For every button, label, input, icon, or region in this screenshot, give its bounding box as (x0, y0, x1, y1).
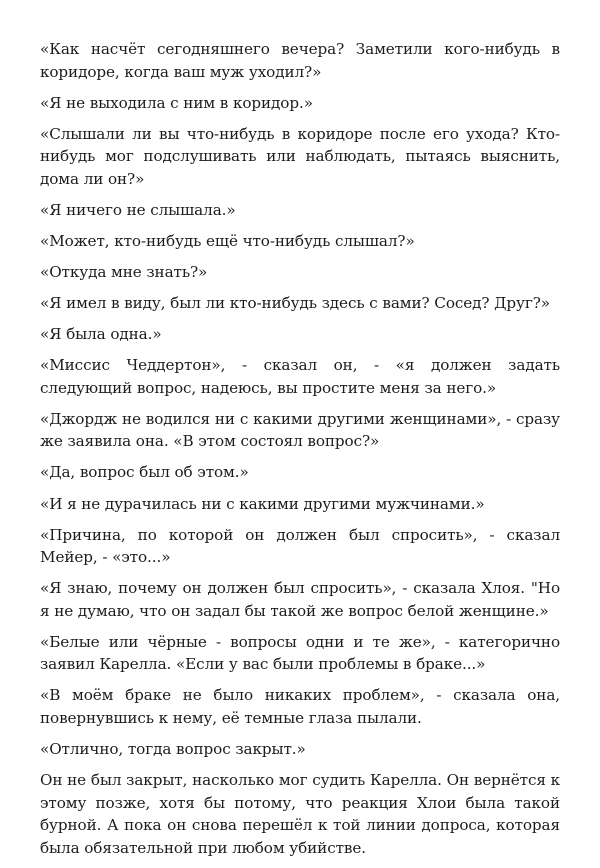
paragraph: «Да, вопрос был об этом.» (40, 463, 249, 482)
paragraph: «И я не дурачилась ни с какими другими мужчинами.» (40, 494, 485, 513)
document-page (40, 38, 560, 868)
paragraph: «Слышали ли вы что-нибудь в коридоре после его ухода? Кто-нибудь мог подслушивать или наблюдать, пытаясь выяснить, дома ли он?» (40, 124, 560, 188)
paragraph: Он не был закрыт, насколько мог судить Карелла. Он вернётся к этому позже, хотя бы потому, что реакция Хлои была такой бурной. А пока он снова перешёл к той линии допроса, которая была обязательной при любом убийстве. (40, 771, 560, 857)
paragraph: «Я имел в виду, был ли кто-нибудь здесь с вами? Сосед? Друг?» (40, 294, 550, 313)
paragraph: «Я не выходила с ним в коридор.» (40, 93, 313, 112)
paragraph: «В моём браке не было никаких проблем», - сказала она, повернувшись к нему, её темные глаза пылали. (40, 686, 560, 727)
paragraph: «Миссис Чеддертон», - сказал он, - «я должен задать следующий вопрос, надеюсь, вы простите меня за него.» (40, 356, 560, 397)
paragraph: «Белые или чёрные - вопросы одни и те же», - категорично заявил Карелла. «Если у вас были проблемы в браке...» (40, 632, 560, 674)
paragraph: «Может, кто-нибудь ещё что-нибудь слышал?» (40, 231, 415, 250)
paragraph: «Джордж не водился ни с какими другими женщинами», - сразу же заявила она. «В этом состоял вопрос?» (40, 409, 560, 451)
paragraph: «Как насчёт сегодняшнего вечера? Заметили кого-нибудь в коридоре, когда ваш муж уходил?» (40, 40, 560, 81)
paragraph: «Я знаю, почему он должен был спросить», - сказала Хлоя. "Но я не думаю, что он задал бы такой же вопрос белой женщине.» (40, 579, 560, 620)
paragraph: «Причина, по которой он должен был спросить», - сказал Мейер, - «это...» (40, 525, 560, 567)
paragraph: «Отлично, тогда вопрос закрыт.» (40, 740, 306, 758)
paragraph: «Я была одна.» (40, 325, 162, 344)
paragraph: «Я ничего не слышала.» (40, 200, 236, 219)
paragraph: «Откуда мне знать?» (40, 262, 208, 281)
